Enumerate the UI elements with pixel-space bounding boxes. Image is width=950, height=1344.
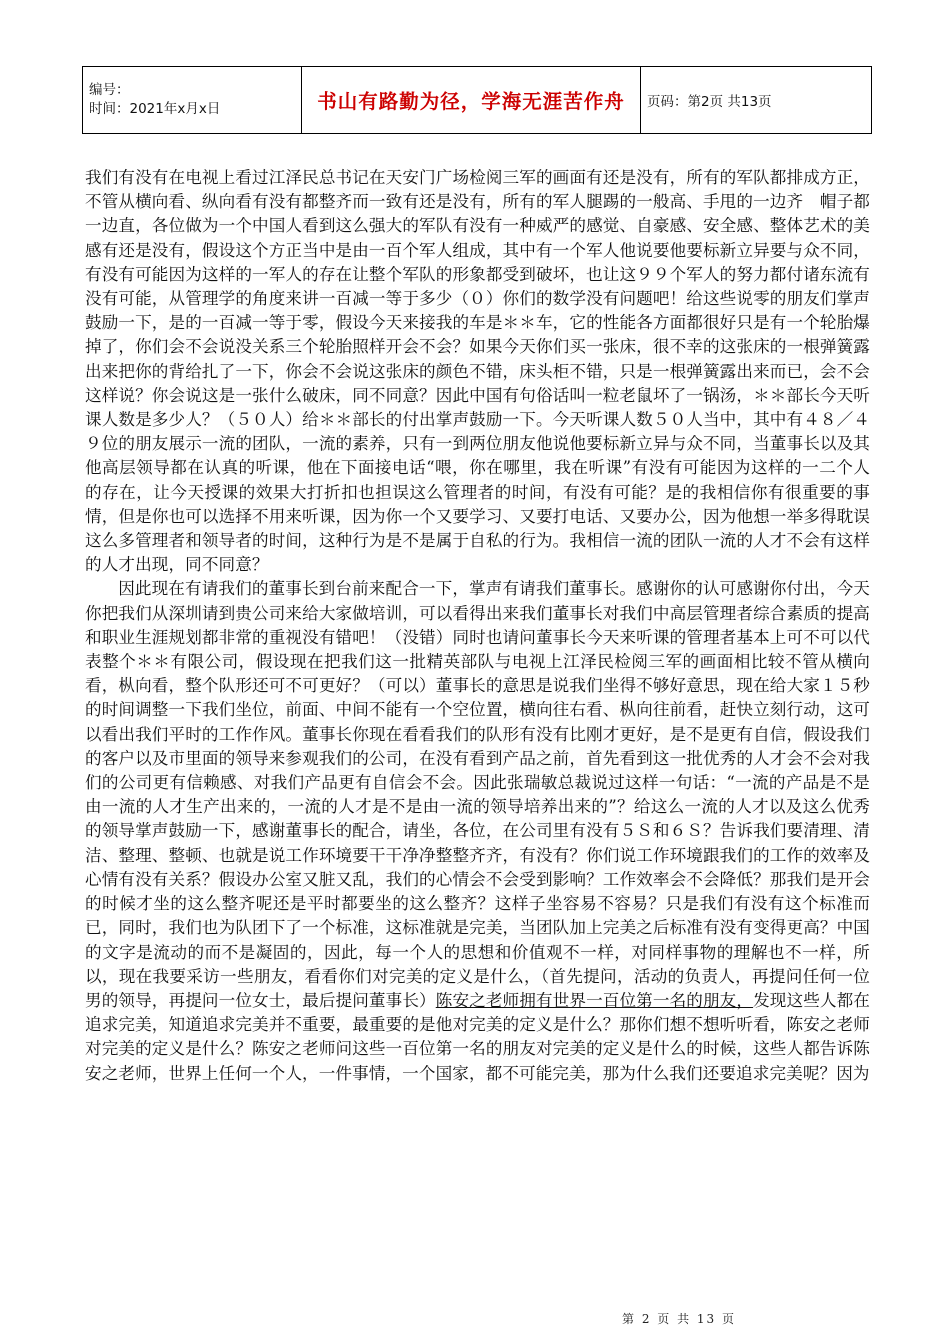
underlined-phrase: 陈安之老师拥有世界一百位第一名的朋友， (435, 990, 754, 1010)
body-paragraph-1: 我们有没有在电视上看过江泽民总书记在天安门广场检阅三军的画面有还是没有，所有的军队都排成方正，不管从横向看、纵向看有没有都整齐而一致有还是没有，所有的军人腿踢的一般高、手甩的一边齐 帽子都一边直，各位做为一个中国人看到这么强大的军队有没有一种威严的感觉、自豪感、安全感、整体艺术的美感有还是没有，假设这个方正当中是由一百个军人组成，其中有一个军人他说要他要标新立异要与众不同，有没有可能因为这样的一军人的存在让整个军队的形象都受到破坏，也让这９９个军人的努力都付诸东流有没有可能，从管理学的角度来讲一百减一等于多少（０）你们的数学没有问题吧！给这些说零的朋友们掌声鼓励一下，是的一百减一等于零，假设今天来接我的车是＊＊车，它的性能各方面都很好只是有一个轮胎爆掉了，你们会不会说没关系三个轮胎照样开会不会？如果今天你们买一张床，很不幸的这张床的一根弹簧露出来把你的背给扎了一下，你会不会说这张床的颜色不错，床头柜不错，只是一根弹簧露出来而已，会不会这样说？你会说这是一张什么破床，同不同意？因此中国有句俗话叫一粒老鼠坏了一锅汤，＊＊部长今天听课人数是多少人？（５０人）给＊＊部长的付出掌声鼓励一下。今天听课人数５０人当中，其中有４８／４９位的朋友展示一流的团队，一流的素养，只有一到两位朋友他说他要标新立异与众不同，当董事长以及其他高层领导都在认真的听课，他在下面接电话“喂，你在哪里，我在听课”有没有可能因为这样的一二个人的存在，让今天授课的效果大打折扣也担误这么管理者的时间，有没有可能？是的我相信你有很重要的事情，但是你也可以选择不用来听课，因为你一个又要学习、又要打电话、又要办公，因为他想一举多得耽误这么多管理者和领导者的时间，这种行为是不是属于自私的行为。我相信一流的团队一流的人才不会有这样的人才出现，同不同意？ (85, 168, 870, 575)
header-motto: 书山有路勤为径，学海无涯苦作舟 (302, 67, 641, 134)
document-number-label: 编号： (89, 82, 130, 98)
page-footer: 第 2 页 共 13 页 (622, 1312, 736, 1326)
document-body (85, 166, 870, 1086)
paragraph-2-text: 因此现在有请我们的董事长到台前来配合一下，掌声有请我们董事长。感谢你的认可感谢你付出，今天你把我们从深圳请到贵公司来给大家做培训，可以看得出来我们董事长对我们中高层管理者综合素质的提高和职业生涯规划都非常的重视没有错吧！（没错）同时也请问董事长今天来听课的管理者基本上可不可以代表整个＊＊有限公司，假设现在把我们这一批精英部队与电视上江泽民检阅三军的画面相比较不管从横向看，枞向看，整个队形还可不可更好？（可以）董事长的意思是说我们坐得不够好意思，现在给大家１５秒的时间调整一下我们坐位，前面、中间不能有一个空位置，横向往右看、枞向往前看，赶快立刻行动，这可以看出我们平时的工作作风。董事长你现在看看我们的队形有没有比刚才更好，是不是更有自信，假设我们的客户以及市里面的领导来参观我们的公司，在没有看到产品之前，首先看到这一批优秀的人才会不会对我们的公司更有信赖感、对我们产品更有自信会不会。因此张瑞敏总裁说过这样一句话：“一流的产品是不是由一流的人才生产出来的，一流的人才是不是由一流的领导培养出来的”？给这么一流的人才以及这么优秀的领导掌声鼓励一下，感谢董事长的配合，请坐，各位，在公司里有没有５Ｓ和６Ｓ？告诉我们要清理、清洁、整理、整顿、也就是说工作环境要干干净净整整齐齐，有没有？你们说工作环境跟我们的工作的效率及心情有没有关系？假设办公室又脏又乱，我们的心情会不会受到影响？工作效率会不会降低？那我们是开会的时候才坐的这么整齐呢还是平时都要坐的这么整齐？这样子坐容易不容易？只是我们有没有这个标准而已，同时，我们也为队团下了一个标准，这标准就是完美，当团队加上完美之后标准有没有变得更高？中国的文字是流动的而不是凝固的，因此，每一个人的思想和价值观不一样，对同样事物的理解也不一样，所以，现在我要采访一些朋友，看看你们对完美的定义是什么，（首先提问，活动的负责人，再提问任何一位男的领导，再提问一位女士，最后提问董事长） (85, 579, 870, 1010)
body-paragraph-2 (85, 577, 870, 1085)
document-header (82, 66, 872, 134)
document-date-label: 时间：2021年x月x日 (89, 101, 221, 117)
header-meta-cell (83, 67, 302, 134)
header-page-label: 页码：第2页 共13页 (641, 67, 872, 134)
paragraph-2-tail: 发现这些人都在追求完美，知道追求完美并不重要，最重要的是他对完美的定义是什么？那你们想不想听听看，陈安之老师对完美的定义是什么？陈安之老师问这些一百位第一名的朋友对完美的定义是什么的时候，这些人都告诉陈安之老师，世界上任何一个人，一件事情，一个国家，都不可能完美，那为什么我们还要追求完美呢？因为 (85, 990, 870, 1083)
